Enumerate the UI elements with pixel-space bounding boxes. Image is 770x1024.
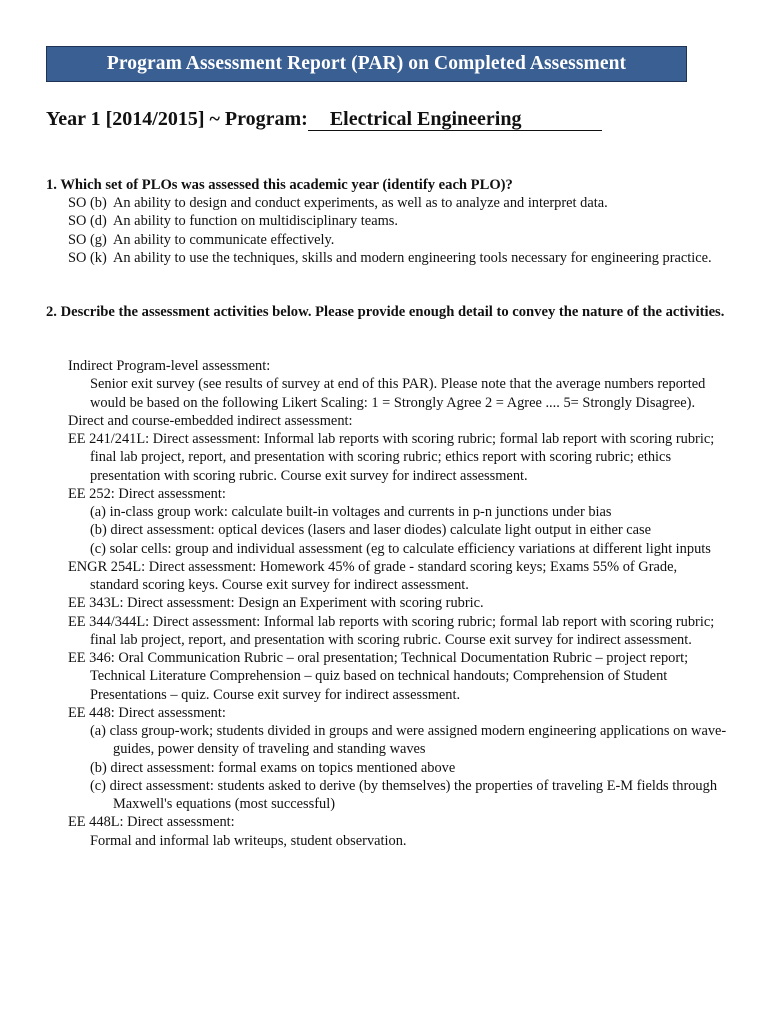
question-2: 2. Describe the assessment activities below. Please provide enough detail to convey the nature of the activities. <box>46 304 725 320</box>
report-title: Program Assessment Report (PAR) on Completed Assessment <box>106 53 627 74</box>
ee252-item-c: (c) solar cells: group and individual assessment (eg to calculate efficiency variations at different light inputs <box>90 540 711 557</box>
plo-item <box>68 194 738 212</box>
plo-text: An ability to design and conduct experiments, as well as to analyze and interpret data. <box>113 195 608 211</box>
plo-item <box>68 212 738 230</box>
ee252-heading: EE 252: Direct assessment: <box>68 485 226 502</box>
indirect-text: Senior exit survey (see results of survey at end of this PAR). Please note that the average numbers reported would be based on the following Likert Scaling: 1 = Strongly Agree 2 = Agree .... 5= Strongly Disagree). <box>90 376 706 411</box>
question-1: 1. Which set of PLOs was assessed this academic year (identify each PLO)? <box>46 177 513 193</box>
ee252-item-a: (a) in-class group work: calculate built-in voltages and currents in p-n junctions under bias <box>90 504 612 520</box>
ee448-item-a: (a) class group-work; students divided in groups and were assigned modern engineering applications on wave-guides, power density of traveling and standing waves <box>90 723 727 758</box>
ee448-item-b: (b) direct assessment: formal exams on topics mentioned above <box>90 759 456 776</box>
plo-text: An ability to function on multidisciplinary teams. <box>113 213 398 230</box>
plo-item <box>68 231 738 249</box>
ee252-item-b: (b) direct assessment: optical devices (lasers and laser diodes) calculate light output in either case <box>90 522 652 539</box>
plo-code: SO (b) <box>68 195 107 211</box>
plo-code: SO (k) <box>68 249 107 266</box>
ee448-heading: EE 448: Direct assessment: <box>68 704 226 721</box>
plo-code: SO (d) <box>68 213 107 230</box>
ee344-entry: EE 344/344L: Direct assessment: Informal lab reports with scoring rubric; formal lab report with scoring rubric; final lab project, report, and presentation with scoring rubric. Course exit survey for indirect assessment. <box>68 613 715 648</box>
ee343-entry: EE 343L: Direct assessment: Design an Experiment with scoring rubric. <box>68 595 484 612</box>
report-title-banner <box>46 46 687 82</box>
indirect-heading: Indirect Program-level assessment: <box>68 358 271 374</box>
engr254-entry: ENGR 254L: Direct assessment: Homework 45% of grade - standard scoring keys; Exams 55% of Grade, standard scoring keys. Course exit survey for indirect assessment. <box>68 558 678 593</box>
ee346-entry: EE 346: Oral Communication Rubric – oral presentation; Technical Documentation Rubric – project report; Technical Literature Comprehension – quiz based on technical handouts; Comprehension of Student Presentations – quiz. Course exit survey for indirect assessment. <box>68 650 689 703</box>
ee241-entry: EE 241/241L: Direct assessment: Informal lab reports with scoring rubric; formal lab report with scoring rubric; final lab project, report, and presentation with scoring rubric; ethics report with scoring rubric; ethics presentation with scoring rubric. Course exit survey for indirect assessment. <box>68 431 715 484</box>
ee448l-text: Formal and informal lab writeups, student observation. <box>90 832 407 849</box>
plo-list <box>68 194 738 267</box>
year-program-line <box>46 108 602 131</box>
ee448l-heading: EE 448L: Direct assessment: <box>68 814 235 831</box>
plo-code: SO (g) <box>68 231 107 248</box>
plo-item <box>68 249 738 267</box>
plo-text: An ability to communicate effectively. <box>113 231 335 248</box>
year-label: Year 1 [2014/2015] ~ Program: <box>46 108 308 130</box>
direct-heading: Direct and course-embedded indirect assessment: <box>68 412 353 429</box>
program-name: Electrical Engineering <box>308 108 602 131</box>
assessment-activities <box>68 357 728 850</box>
plo-text: An ability to use the techniques, skills and modern engineering tools necessary for engineering practice. <box>113 249 712 266</box>
ee448-item-c: (c) direct assessment: students asked to derive (by themselves) the properties of traveling E-M fields through Maxwell's equations (most successful) <box>90 777 718 812</box>
